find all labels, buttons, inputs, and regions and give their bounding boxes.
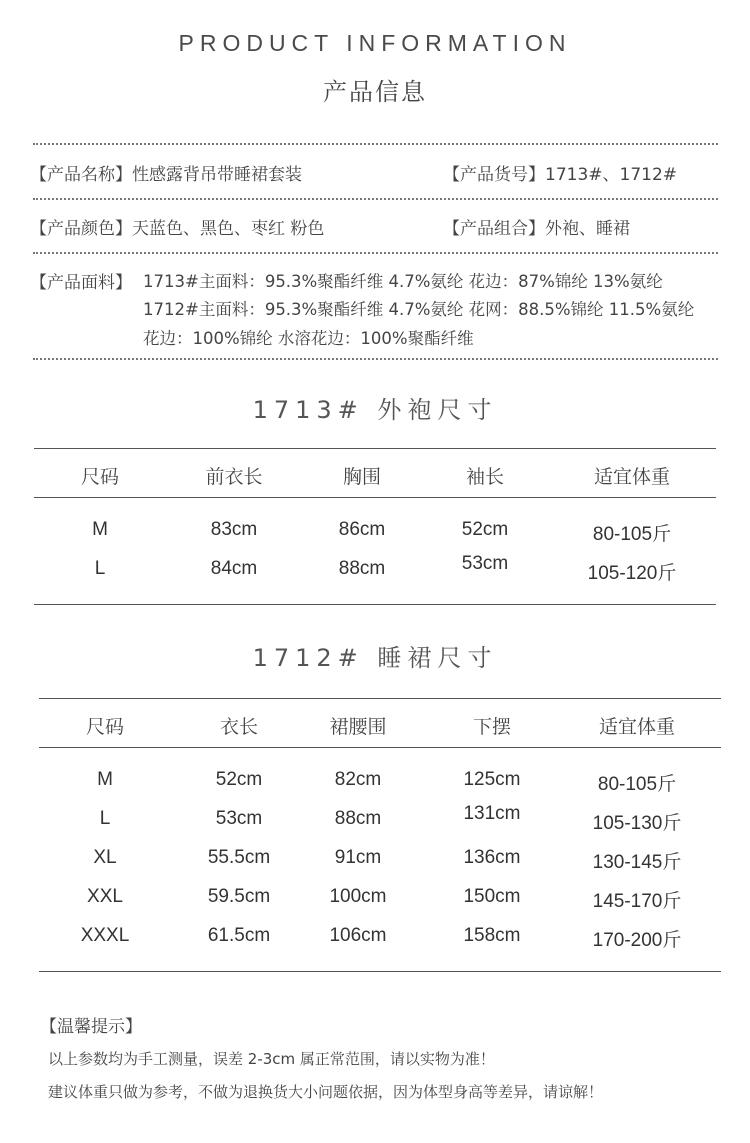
- product-name-label: 【产品名称】: [30, 165, 132, 185]
- table1-cell-weight: 80-105斤: [592, 524, 672, 545]
- table1-header-weight: 适宜体重: [593, 466, 670, 488]
- table2-cell-size: XXXL: [80, 925, 130, 946]
- table2-bottom-rule: [39, 971, 721, 972]
- table2-cell-weight: 170-200斤: [592, 930, 682, 951]
- table2-header-weight: 适宜体重: [598, 716, 675, 738]
- table1-cell-size: L: [94, 558, 106, 579]
- table2-top-rule: [39, 698, 721, 699]
- table2-cell-col4: 150cm: [463, 886, 521, 907]
- table2-cell-col3: 106cm: [329, 925, 387, 946]
- table2-cell-weight: 80-105斤: [597, 774, 677, 795]
- table1-cell-col4: 52cm: [461, 519, 509, 540]
- table2-cell-size: XXL: [87, 886, 123, 907]
- product-code-label: 【产品货号】: [443, 165, 545, 185]
- page-title-chinese: 产品信息: [323, 78, 427, 106]
- table2-cell-weight: 145-170斤: [592, 891, 682, 912]
- dotted-divider: [33, 358, 718, 360]
- table2-cell-col4: 136cm: [463, 847, 521, 868]
- table1-cell-col2: 83cm: [210, 519, 258, 540]
- tips-title: 【温馨提示】: [40, 1017, 142, 1037]
- table2-cell-weight: 130-145斤: [592, 852, 682, 873]
- table2-cell-col3: 82cm: [334, 769, 382, 790]
- table2-cell-col2: 61.5cm: [207, 925, 271, 946]
- tip-line: 以上参数均为手工测量，误差 2-3cm 属正常范围，请以实物为准！: [48, 1050, 495, 1068]
- table1-top-rule: [34, 448, 716, 449]
- product-combo-row: [443, 214, 630, 239]
- table2-cell-col4: 131cm: [463, 803, 521, 824]
- fabric-line: 1712#主面料：95.3%聚酯纤维 4.7%氨纶 花网：88.5%锦纶 11.5%氨纶: [143, 300, 695, 319]
- dotted-divider: [33, 252, 718, 254]
- product-color-value: 天蓝色、黑色、枣红 粉色: [132, 219, 325, 239]
- product-code-value: 1713#、1712#: [545, 165, 678, 185]
- table1-cell-weight: 105-120斤: [587, 563, 677, 584]
- product-color-label: 【产品颜色】: [30, 219, 132, 239]
- product-name-row: [30, 160, 302, 185]
- table2-cell-col3: 88cm: [334, 808, 382, 829]
- table2-cell-size: XL: [93, 847, 117, 868]
- product-combo-value: 外袍、睡裙: [545, 219, 630, 239]
- table1-cell-col3: 88cm: [338, 558, 386, 579]
- dotted-divider: [33, 198, 718, 200]
- table2-cell-weight: 105-130斤: [592, 813, 682, 834]
- table2-header-col3: 裙腰围: [329, 716, 387, 738]
- product-code-row: [443, 160, 677, 185]
- table1-header-col3: 胸围: [342, 466, 381, 488]
- product-combo-label: 【产品组合】: [443, 219, 545, 239]
- page-title-english: PRODUCT INFORMATION: [178, 30, 572, 56]
- table1-title: 1713# 外袍尺寸: [252, 396, 498, 424]
- table2-header-rule: [39, 747, 721, 748]
- table1-header-rule: [34, 497, 716, 498]
- table1-cell-size: M: [92, 519, 108, 540]
- table1-bottom-rule: [34, 604, 716, 605]
- fabric-line: 花边：100%锦纶 水溶花边：100%聚酯纤维: [143, 329, 474, 348]
- table2-header-col2: 衣长: [219, 716, 258, 738]
- table2-cell-col4: 125cm: [463, 769, 521, 790]
- dotted-divider: [33, 143, 718, 145]
- table2-header-col4: 下摆: [472, 716, 511, 738]
- table2-cell-col2: 55.5cm: [207, 847, 271, 868]
- table2-cell-size: L: [99, 808, 111, 829]
- table1-header-col2: 前衣长: [205, 466, 263, 488]
- table1-cell-col3: 86cm: [338, 519, 386, 540]
- table2-title: 1712# 睡裙尺寸: [252, 644, 498, 672]
- table2-cell-size: M: [97, 769, 113, 790]
- table1-header-size: 尺码: [80, 466, 119, 488]
- product-name-value: 性感露背吊带睡裙套装: [132, 165, 302, 185]
- table2-cell-col2: 59.5cm: [207, 886, 271, 907]
- tip-line: 建议体重只做为参考，不做为退换货大小问题依据，因为体型身高等差异，请谅解！: [48, 1083, 604, 1101]
- fabric-line: 1713#主面料：95.3%聚酯纤维 4.7%氨纶 花边：87%锦纶 13%氨纶: [143, 272, 663, 291]
- table1-header-col4: 袖长: [465, 466, 504, 488]
- table1-cell-col2: 84cm: [210, 558, 258, 579]
- table2-cell-col2: 52cm: [215, 769, 263, 790]
- table2-cell-col3: 100cm: [329, 886, 387, 907]
- table2-header-size: 尺码: [85, 716, 124, 738]
- table2-cell-col2: 53cm: [215, 808, 263, 829]
- product-color-row: [30, 214, 324, 239]
- product-fabric-label: 【产品面料】: [30, 273, 132, 293]
- table2-cell-col4: 158cm: [463, 925, 521, 946]
- table2-cell-col3: 91cm: [334, 847, 382, 868]
- table1-cell-col4: 53cm: [461, 553, 509, 574]
